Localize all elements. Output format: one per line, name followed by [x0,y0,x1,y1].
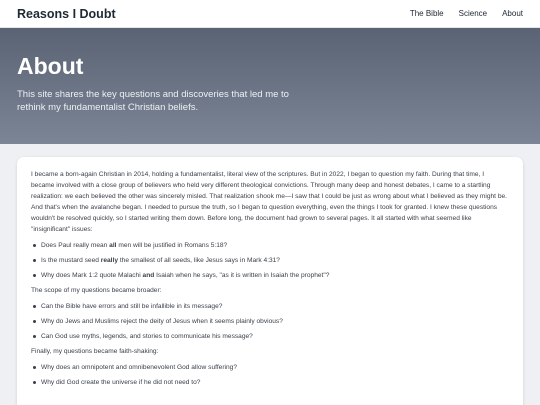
top-navbar [0,0,540,28]
site-brand-link[interactable]: Reasons I Doubt [17,6,116,21]
list-item: Can the Bible have errors and still be infallible in its message? [31,301,509,312]
nav-link-science[interactable]: Science [458,9,488,18]
list-item [31,255,509,266]
list-item-text: Does Paul really mean [41,242,110,249]
list-item [31,240,509,251]
list-item: Why do Jews and Muslims reject the deity of Jesus when it seems plainly obvious? [31,316,509,327]
list-item: Why does an omnipotent and omnibenevolent God allow suffering? [31,362,509,373]
list-item-text: Is the mustard seed [41,257,101,264]
list-item-emphasis: really [100,257,118,264]
list-item [31,270,509,281]
list-item-text: Why does Mark 1:2 quote Malachi [41,272,143,279]
list-item-text: men will be justified in Romans 5:18? [116,242,228,249]
list-item-emphasis: and [142,272,155,279]
list-item: Can God use myths, legends, and stories to communicate his message? [31,331,509,342]
scope-heading: The scope of my questions became broader: [31,287,162,294]
content-card [17,157,523,405]
list-item-text: the smallest of all seeds, like Jesus says in Mark 4:31? [117,257,280,264]
broader-questions-list [31,301,509,342]
hero-banner [0,28,540,144]
list-item: Why did God create the universe if he did not need to? [31,377,509,388]
nav-link-about[interactable]: About [502,9,523,18]
list-item-emphasis: all [109,242,117,249]
faith-shaking-questions-list [31,362,509,388]
intro-paragraph: I became a born-again Christian in 2014, holding a fundamentalist, literal view of the scriptures. But in 2022, I began to question my faith. During that time, I became involved with a close group of believers who held very different theological convictions. Through many deep and honest debates, I came to a startling realization: we each believed the other was sincerely misled. That realization shook me—I saw that I could be just as wrong about what I believed as they might be. And that's when the avalanche began. I needed to pursue the truth, so I began to question everything, even the things I took for granted. I knew these questions wouldn't be resolved quickly, so I started writing them down. Before long, the document had grown to several pages. It all started with what seemed like "insignificant" issues: [31,171,507,233]
nav-link-the-bible[interactable]: The Bible [409,9,444,18]
page-title: About [17,53,84,79]
page-subtitle: This site shares the key questions and discoveries that led me to rethink my fundamentalist Christian beliefs. [17,89,289,113]
list-item-text: Isaiah when he says, "as it is written in Isaiah the prophet"? [154,272,330,279]
final-heading: Finally, my questions became faith-shaking: [31,348,159,355]
nav-links [410,9,523,18]
insignificant-questions-list [31,240,509,281]
